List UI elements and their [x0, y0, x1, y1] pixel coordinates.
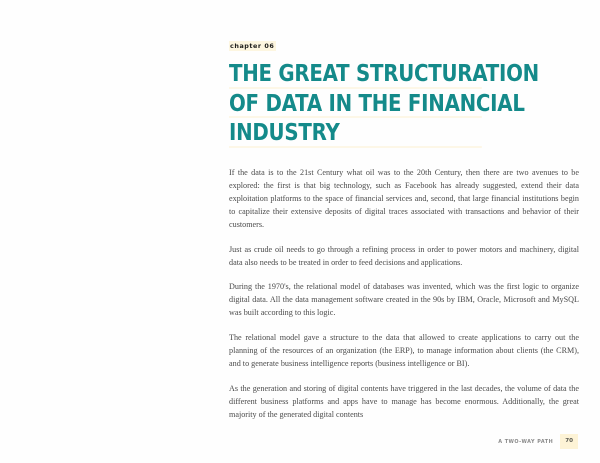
- running-title: A TWO-WAY PATH: [498, 438, 554, 445]
- page-title: [229, 60, 539, 149]
- paragraph: As the generation and storing of digital contents have triggered in the last decades, the volume of data the different business platforms and apps have to manage has become enormous. Additionally, the great majority of the generated digital contents: [229, 383, 579, 419]
- paragraph: Just as crude oil needs to go through a refining process in order to power motors and machinery, digital data also needs to be treated in order to feed decisions and applications.: [229, 244, 579, 267]
- page-title-line-1: THE GREAT STRUCTURATION: [229, 60, 487, 90]
- page-footer: [498, 434, 578, 449]
- paragraph: If the data is to the 21st Century what oil was to the 20th Century, then there are two avenues to be explored: the first is that big technology, such as Facebook has already suggested, extend their data exploitation platforms to the space of financial services and, second, that large financial institutions begin to capitalize their extensive deposits of digital traces associated with transactions and behavior of their customers.: [229, 168, 579, 230]
- page-title-line-3: INDUSTRY: [229, 119, 487, 149]
- chapter-label: chapter 06: [230, 41, 275, 50]
- page-number-badge: 70: [560, 434, 578, 449]
- body-text: [229, 166, 579, 421]
- paragraph: During the 1970's, the relational model of databases was invented, which was the first logic to organize digital data. All the data management software created in the 90s by IBM, Oracle, Microsoft and MySQL was built according to this logic.: [229, 282, 579, 318]
- page-title-line-2: OF DATA IN THE FINANCIAL: [229, 90, 487, 120]
- paragraph: The relational model gave a structure to the data that allowed to create applications to carry out the planning of the resources of an organization (the ERP), to manage information about clients (the CRM), and to generate business intelligence reports (business intelligence or BI).: [229, 332, 579, 369]
